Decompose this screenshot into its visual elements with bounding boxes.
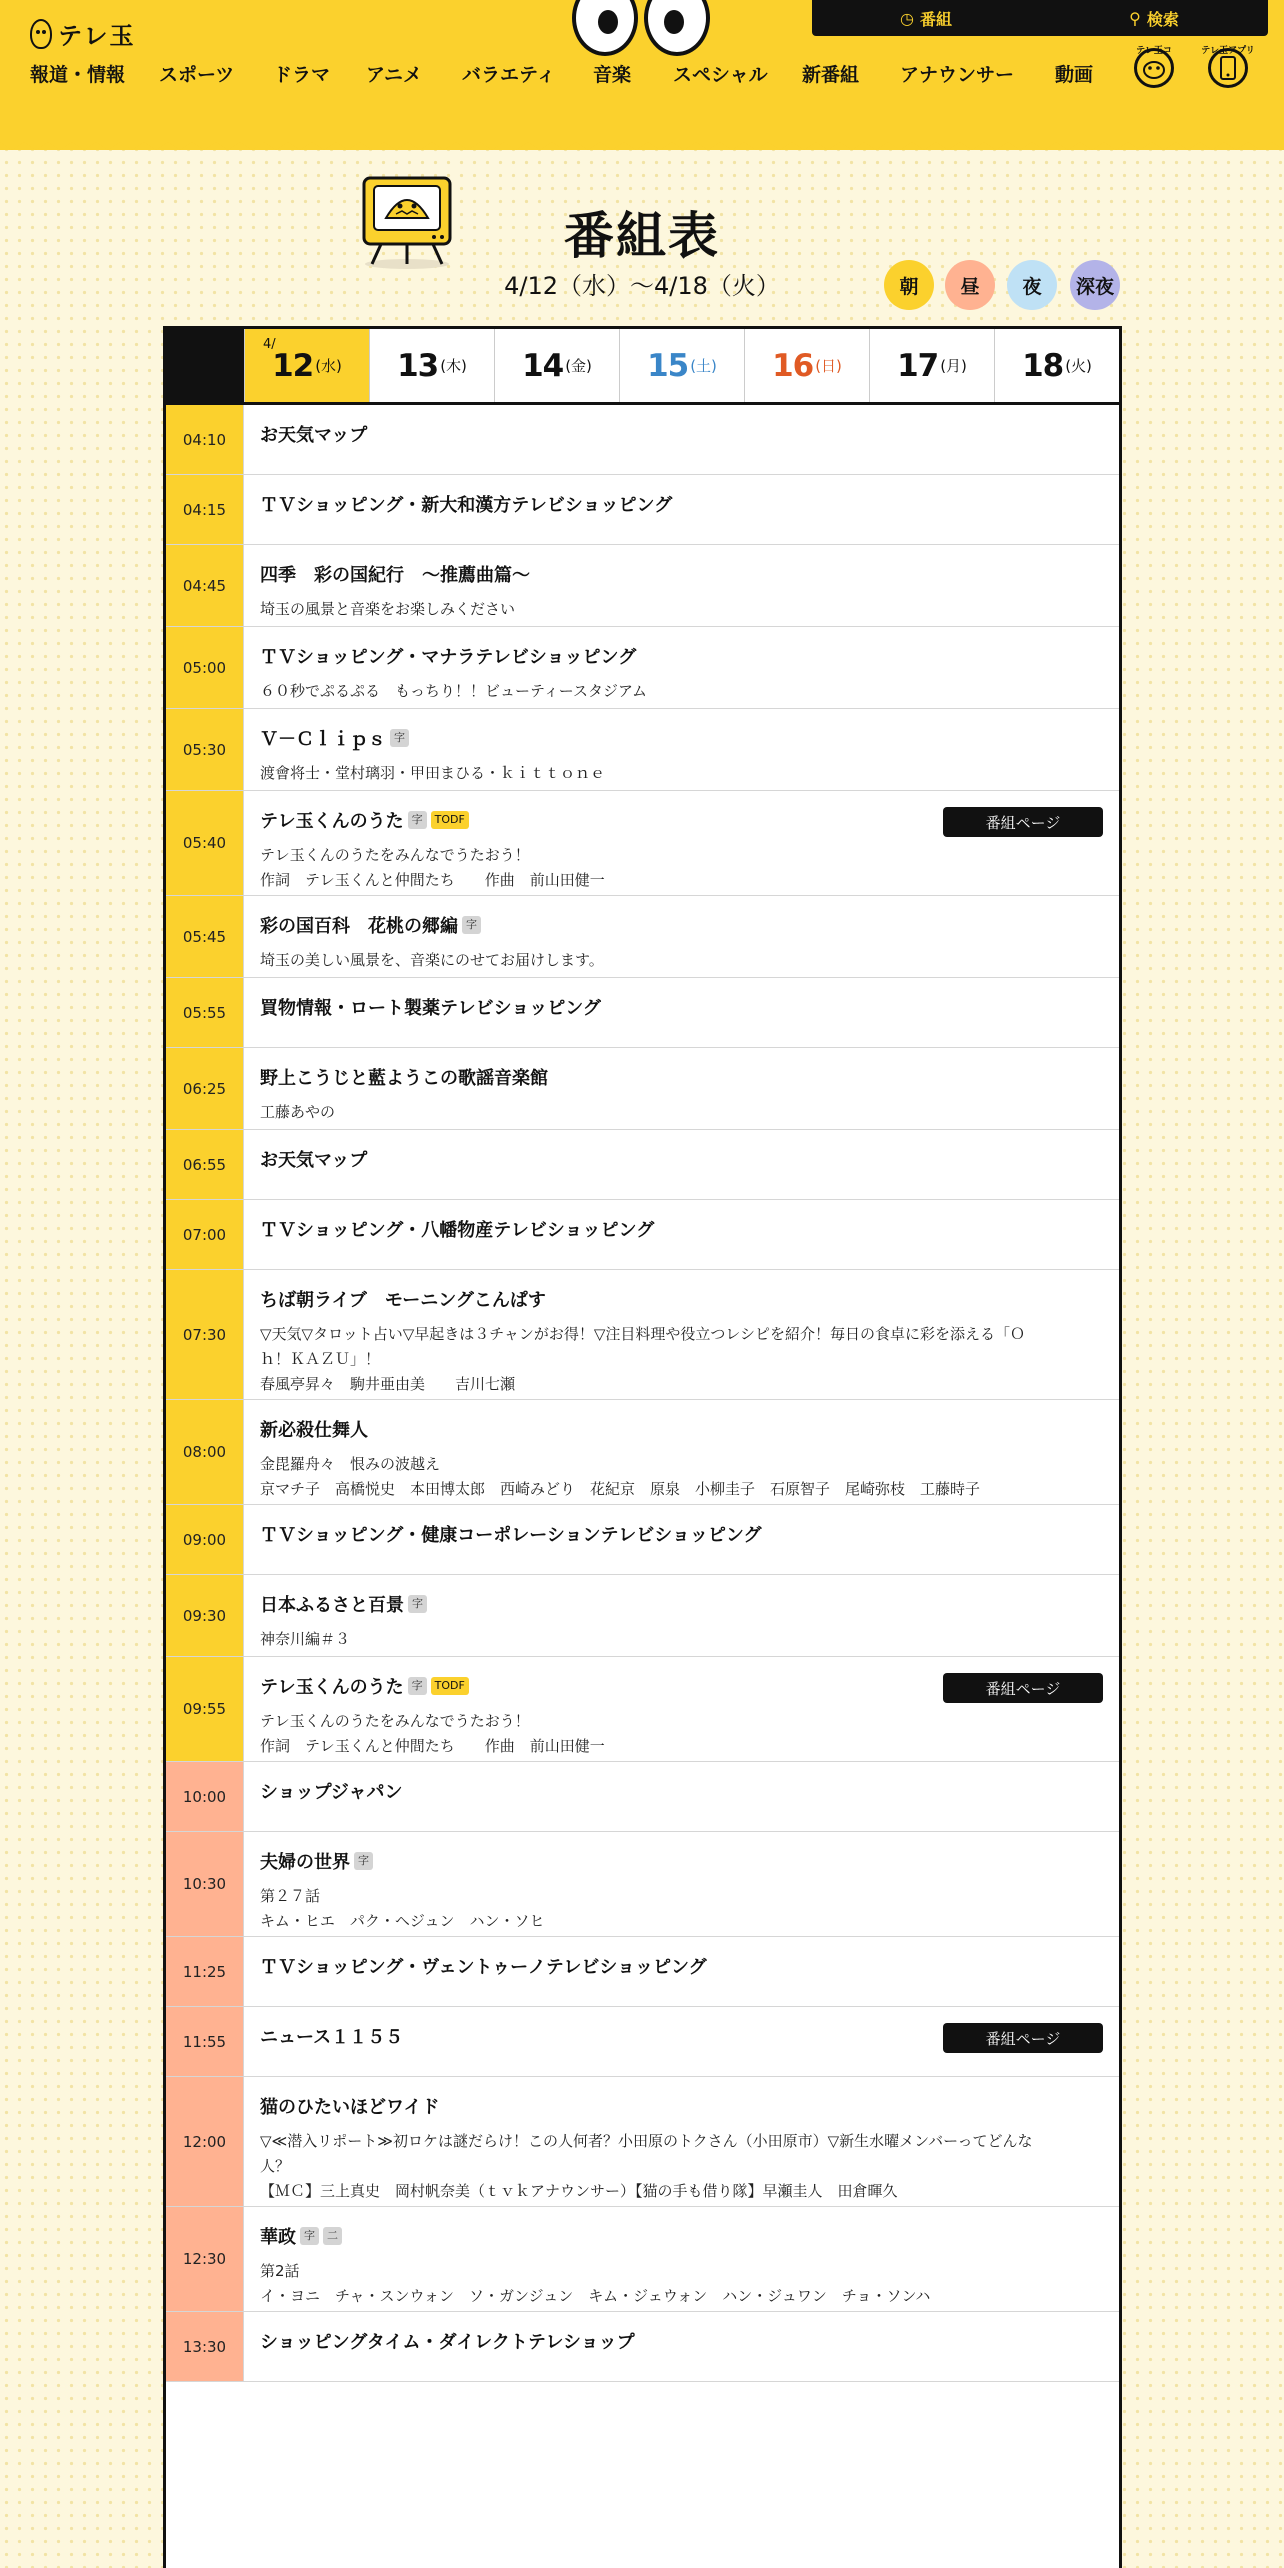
nav-item-new-programs[interactable]: 新番組 <box>802 64 860 86</box>
program-row[interactable] <box>166 1130 1119 1200</box>
time-of-day-morning-button[interactable]: 朝 <box>884 260 934 310</box>
day-weekday: (月) <box>940 357 967 375</box>
day-weekday: (日) <box>815 357 842 375</box>
site-logo[interactable] <box>30 16 136 51</box>
program-title[interactable]: ショッピングタイム・ダイレクトテレショップ <box>260 2332 635 2353</box>
program-time: 07:30 <box>166 1270 244 1399</box>
nav-item-anime[interactable]: アニメ <box>366 64 423 86</box>
program-row[interactable] <box>166 896 1119 978</box>
program-body <box>260 1575 1103 1657</box>
program-title-line <box>260 1416 368 1442</box>
time-of-day-late-night-button[interactable]: 深夜 <box>1070 260 1120 310</box>
nav-item-sports[interactable]: スポーツ <box>159 64 235 86</box>
program-title-line <box>260 1591 427 1617</box>
program-title-line <box>260 1064 548 1090</box>
program-time: 11:25 <box>166 1937 244 2006</box>
day-tab-18[interactable] <box>994 329 1119 402</box>
top-button-bar <box>812 0 1268 36</box>
todf-badge: TODF <box>431 1677 469 1695</box>
day-number: 18 <box>1022 347 1064 384</box>
caption-badge: 二 <box>323 2227 342 2245</box>
day-tab-14[interactable] <box>494 329 619 402</box>
program-time: 08:00 <box>166 1400 244 1504</box>
program-title-line <box>260 2093 439 2119</box>
program-row[interactable] <box>166 1505 1119 1575</box>
program-description <box>260 1100 1103 1125</box>
time-of-day-night-button[interactable]: 夜 <box>1007 260 1057 310</box>
program-body <box>260 2007 1103 2077</box>
program-page-button[interactable]: 番組ページ <box>943 2023 1103 2053</box>
program-description-line: 金毘羅舟々 恨みの波越え <box>260 1455 441 1473</box>
search-button[interactable]: ⚲ 検索 <box>1129 8 1179 29</box>
program-title-line <box>260 1953 707 1979</box>
program-description-line: ｈ！ＫＡＺＵ」！ <box>260 1350 381 1368</box>
program-title[interactable]: ＴＶショッピング・八幡物産テレビショッピング <box>260 1220 655 1241</box>
program-title[interactable]: Ｖ－Ｃｌｉｐｓ <box>260 729 386 750</box>
program-description <box>260 1452 1103 1502</box>
caption-badge: 字 <box>462 916 481 934</box>
mascot-icon <box>30 19 52 49</box>
program-body <box>260 709 1103 791</box>
program-description-line: 第２７話 <box>260 1887 321 1905</box>
program-row[interactable] <box>166 978 1119 1048</box>
nav-item-news[interactable]: 報道・情報 <box>30 64 126 86</box>
day-selector <box>166 329 1119 405</box>
program-body <box>260 1937 1103 2007</box>
program-row[interactable] <box>166 1762 1119 1832</box>
program-body <box>260 405 1103 475</box>
program-row[interactable] <box>166 2312 1119 2382</box>
day-tab-17[interactable] <box>869 329 994 402</box>
program-description <box>260 1627 1103 1652</box>
program-description-line: キム・ヒエ パク・ヘジュン ハン・ソヒ <box>260 1912 545 1930</box>
program-body <box>260 1048 1103 1130</box>
program-row[interactable] <box>166 2207 1119 2312</box>
program-page-button[interactable]: 番組ページ <box>943 807 1103 837</box>
program-title-line <box>260 912 481 938</box>
program-title-line <box>260 1286 546 1312</box>
program-time: 12:00 <box>166 2077 244 2206</box>
program-row[interactable] <box>166 545 1119 627</box>
program-body <box>260 1400 1103 1505</box>
program-time: 05:55 <box>166 978 244 1047</box>
program-title-line <box>260 421 367 447</box>
program-description <box>260 761 1103 786</box>
program-title[interactable]: ＴＶショッピング・マナラテレビショッピング <box>260 647 637 668</box>
program-title-line <box>260 491 672 517</box>
program-description <box>260 2129 1103 2204</box>
program-body <box>260 1200 1103 1270</box>
program-title[interactable]: ショップジャパン <box>260 1782 403 1803</box>
program-guide-button[interactable]: ◷ 番組 <box>900 8 952 29</box>
day-tab-12[interactable] <box>244 329 369 402</box>
day-number: 14 <box>522 347 564 384</box>
program-schedule <box>163 326 1122 2568</box>
program-title[interactable]: 猫のひたいほどワイド <box>260 2097 440 2118</box>
program-description-line: 埼玉の風景と音楽をお楽しみください <box>260 600 516 618</box>
program-title-line <box>260 1521 761 1547</box>
program-row[interactable] <box>166 1048 1119 1130</box>
program-title-line <box>260 1778 403 1804</box>
program-row[interactable] <box>166 627 1119 709</box>
program-title[interactable]: 野上こうじと藍ようこの歌謡音楽館 <box>260 1068 548 1089</box>
program-row[interactable] <box>166 475 1119 545</box>
program-description-line: テレ玉くんのうたをみんなでうたおう！ <box>260 1712 530 1730</box>
program-description-line: 春風亭昇々 駒井亜由美 吉川七瀬 <box>260 1375 516 1393</box>
program-time: 10:30 <box>166 1832 244 1936</box>
program-row[interactable] <box>166 2077 1119 2207</box>
day-month-label: 4/ <box>263 337 276 352</box>
program-title-line <box>260 2328 635 2354</box>
day-row-corner <box>166 329 244 402</box>
program-title[interactable]: 新必殺仕舞人 <box>260 1420 368 1441</box>
program-title[interactable]: ＴＶショッピング・健康コーポレーションテレビショッピング <box>260 1525 762 1546</box>
caption-badge: 字 <box>390 729 409 747</box>
day-number: 15 <box>647 347 689 384</box>
program-description <box>260 948 1103 973</box>
program-body <box>260 896 1103 978</box>
program-title[interactable]: ＴＶショッピング・新大和漢方テレビショッピング <box>260 495 673 516</box>
program-description <box>260 1322 1103 1397</box>
program-time: 09:00 <box>166 1505 244 1574</box>
program-description <box>260 597 1103 622</box>
program-row[interactable] <box>166 791 1119 896</box>
day-weekday: (水) <box>315 357 342 375</box>
main-nav <box>30 60 1130 90</box>
program-description-line: 渡會将士・堂村璃羽・甲田まひる・ｋｉｔｔｏｎｅ <box>260 764 606 782</box>
right-eye-icon <box>644 0 710 56</box>
program-body <box>260 1505 1103 1575</box>
day-tab-13[interactable] <box>369 329 494 402</box>
program-row[interactable] <box>166 1575 1119 1657</box>
eyes-decoration <box>568 0 718 60</box>
program-row[interactable] <box>166 709 1119 791</box>
program-title[interactable]: 夫婦の世界 <box>260 1852 350 1873</box>
program-title-line <box>260 1848 373 1874</box>
program-body <box>260 1762 1103 1832</box>
site-header <box>0 0 1284 150</box>
program-body <box>260 2207 1103 2312</box>
program-body <box>260 475 1103 545</box>
day-number: 13 <box>397 347 439 384</box>
program-description-line: イ・ヨニ チャ・スンウォン ソ・ガンジュン キム・ジェウォン ハン・ジュワン チョ・ソンハ <box>260 2287 931 2305</box>
program-title[interactable]: ニュース１１５５ <box>260 2027 404 2048</box>
program-title[interactable]: ＴＶショッピング・ヴェントゥーノテレビショッピング <box>260 1957 707 1978</box>
caption-badge: 字 <box>408 1677 427 1695</box>
nav-item-drama[interactable]: ドラマ <box>273 64 331 86</box>
day-weekday: (火) <box>1065 357 1092 375</box>
program-title[interactable]: お天気マップ <box>260 425 368 446</box>
program-description-line: 神奈川編＃３ <box>260 1630 351 1648</box>
program-body <box>260 1130 1103 1200</box>
program-description-line: 人？ <box>260 2157 291 2175</box>
logo-text: テレ玉 <box>58 22 136 50</box>
day-tab-16[interactable] <box>744 329 869 402</box>
program-time: 04:45 <box>166 545 244 626</box>
program-description <box>260 2259 1103 2309</box>
program-body <box>260 1657 1103 1762</box>
nav-item-special[interactable]: スペシャル <box>673 64 768 86</box>
program-title[interactable]: テレ玉くんのうた <box>260 1677 404 1698</box>
program-body <box>260 627 1103 709</box>
program-title-line <box>260 561 530 587</box>
program-title-line <box>260 994 601 1020</box>
program-page-button[interactable]: 番組ページ <box>943 1673 1103 1703</box>
day-weekday: (土) <box>690 357 717 375</box>
nav-item-variety[interactable]: バラエティ <box>462 64 556 86</box>
program-title-line <box>260 725 409 751</box>
program-time: 04:15 <box>166 475 244 544</box>
program-description-line: ６０秒でぷるぷる もっちり！！ビューティースタジアム <box>260 682 648 700</box>
program-time: 05:00 <box>166 627 244 708</box>
program-time: 11:55 <box>166 2007 244 2076</box>
program-body <box>260 1270 1103 1400</box>
program-description-line: 作詞 テレ玉くんと仲間たち 作曲 前山田健一 <box>260 1737 605 1755</box>
program-time: 07:00 <box>166 1200 244 1269</box>
date-range: 4/12（水）〜4/18（火） <box>504 272 780 300</box>
side-link-app[interactable]: テレ玉アプリ <box>1208 48 1248 88</box>
day-number: 17 <box>897 347 939 384</box>
caption-badge: 字 <box>300 2227 319 2245</box>
program-description-line: 【ＭＣ】三上真史 岡村帆奈美（ｔｖｋアナウンサー）【猫の手も借り隊】早瀬圭人 田倉暉久 <box>260 2182 898 2200</box>
program-row[interactable] <box>166 1657 1119 1762</box>
program-time: 12:30 <box>166 2207 244 2311</box>
program-body <box>260 545 1103 627</box>
program-time: 10:00 <box>166 1762 244 1831</box>
program-time: 06:55 <box>166 1130 244 1199</box>
phone-icon <box>1219 56 1237 80</box>
program-title-line <box>260 1146 367 1172</box>
side-link-mascot[interactable]: テレ玉コ <box>1134 48 1174 88</box>
program-description-line: ▽天気▽タロット占い▽早起きは３チャンがお得！▽注目料理や役立つレシピを紹介！毎日の食卓に彩を添える「Ｏ <box>260 1325 1026 1343</box>
program-time: 05:45 <box>166 896 244 977</box>
caption-badge: 字 <box>354 1852 373 1870</box>
program-body <box>260 791 1103 896</box>
caption-badge: 字 <box>408 811 427 829</box>
program-title-line <box>260 643 636 669</box>
clock-icon: ◷ <box>900 8 914 28</box>
nav-item-music[interactable]: 音楽 <box>593 64 632 86</box>
nav-item-video[interactable]: 動画 <box>1055 64 1094 86</box>
program-title[interactable]: お天気マップ <box>260 1150 368 1171</box>
left-eye-icon <box>572 0 638 56</box>
program-description-line: 埼玉の美しい風景を、音楽にのせてお届けします。 <box>260 951 604 969</box>
program-body <box>260 2077 1103 2207</box>
program-description-line: ▽≪潜入リポート≫初ロケは謎だらけ！この人何者？小田原のトクさん（小田原市）▽新生水曜メンバーってどんな <box>260 2132 1033 2150</box>
program-time: 09:55 <box>166 1657 244 1761</box>
nav-item-announcers[interactable]: アナウンサー <box>900 64 1015 86</box>
program-time: 05:40 <box>166 791 244 895</box>
time-of-day-noon-button[interactable]: 昼 <box>945 260 995 310</box>
program-body <box>260 978 1103 1048</box>
day-weekday: (金) <box>565 357 592 375</box>
day-tab-15[interactable] <box>619 329 744 402</box>
program-description <box>260 1884 1103 1934</box>
day-number: 16 <box>772 347 814 384</box>
program-row[interactable] <box>166 1937 1119 2007</box>
program-time: 13:30 <box>166 2312 244 2381</box>
program-title-line <box>260 807 469 833</box>
program-title[interactable]: 彩の国百科 花桃の郷編 <box>260 916 458 937</box>
day-weekday: (木) <box>440 357 467 375</box>
program-title[interactable]: 華政 <box>260 2227 296 2248</box>
program-title[interactable]: 日本ふるさと百景 <box>260 1595 404 1616</box>
program-row[interactable] <box>166 2007 1119 2077</box>
program-title[interactable]: テレ玉くんのうた <box>260 811 404 832</box>
program-description-line: 作詞 テレ玉くんと仲間たち 作曲 前山田健一 <box>260 871 605 889</box>
program-title[interactable]: ちば朝ライブ モーニングこんぱす <box>260 1290 546 1311</box>
todf-badge: TODF <box>431 811 469 829</box>
program-title[interactable]: 買物情報・ロート製薬テレビショッピング <box>260 998 601 1019</box>
program-description-line: 京マチ子 高橋悦史 本田博太郎 西崎みどり 花紀京 原泉 小柳圭子 石原智子 尾崎弥枝 工藤時子 <box>260 1480 981 1498</box>
tv-mascot-illustration <box>352 168 462 270</box>
program-time: 05:30 <box>166 709 244 790</box>
program-description <box>260 843 1103 893</box>
program-body <box>260 2312 1103 2382</box>
program-time: 06:25 <box>166 1048 244 1129</box>
program-row[interactable] <box>166 1200 1119 1270</box>
program-title[interactable]: 四季 彩の国紀行 ～推薦曲篇～ <box>260 565 530 586</box>
program-title-line <box>260 1673 469 1699</box>
program-title-line <box>260 1216 654 1242</box>
mascot-face-icon <box>1142 57 1166 79</box>
program-row[interactable] <box>166 405 1119 475</box>
search-icon: ⚲ <box>1129 8 1141 28</box>
program-title-line <box>260 2023 403 2049</box>
program-title-line <box>260 2223 342 2249</box>
program-description-line: テレ玉くんのうたをみんなでうたおう！ <box>260 846 530 864</box>
caption-badge: 字 <box>408 1595 427 1613</box>
program-row[interactable] <box>166 1400 1119 1505</box>
program-time: 04:10 <box>166 405 244 474</box>
program-time: 09:30 <box>166 1575 244 1656</box>
header-zigzag-edge <box>0 136 1284 156</box>
program-description-line: 第2話 <box>260 2262 300 2280</box>
program-description-line: 工藤あやの <box>260 1103 336 1121</box>
program-body <box>260 1832 1103 1937</box>
program-description <box>260 1709 1103 1759</box>
day-number: 12 <box>272 347 314 384</box>
program-description <box>260 679 1103 704</box>
page-title: 番組表 <box>564 207 720 265</box>
program-row[interactable] <box>166 1832 1119 1937</box>
program-row[interactable] <box>166 1270 1119 1400</box>
